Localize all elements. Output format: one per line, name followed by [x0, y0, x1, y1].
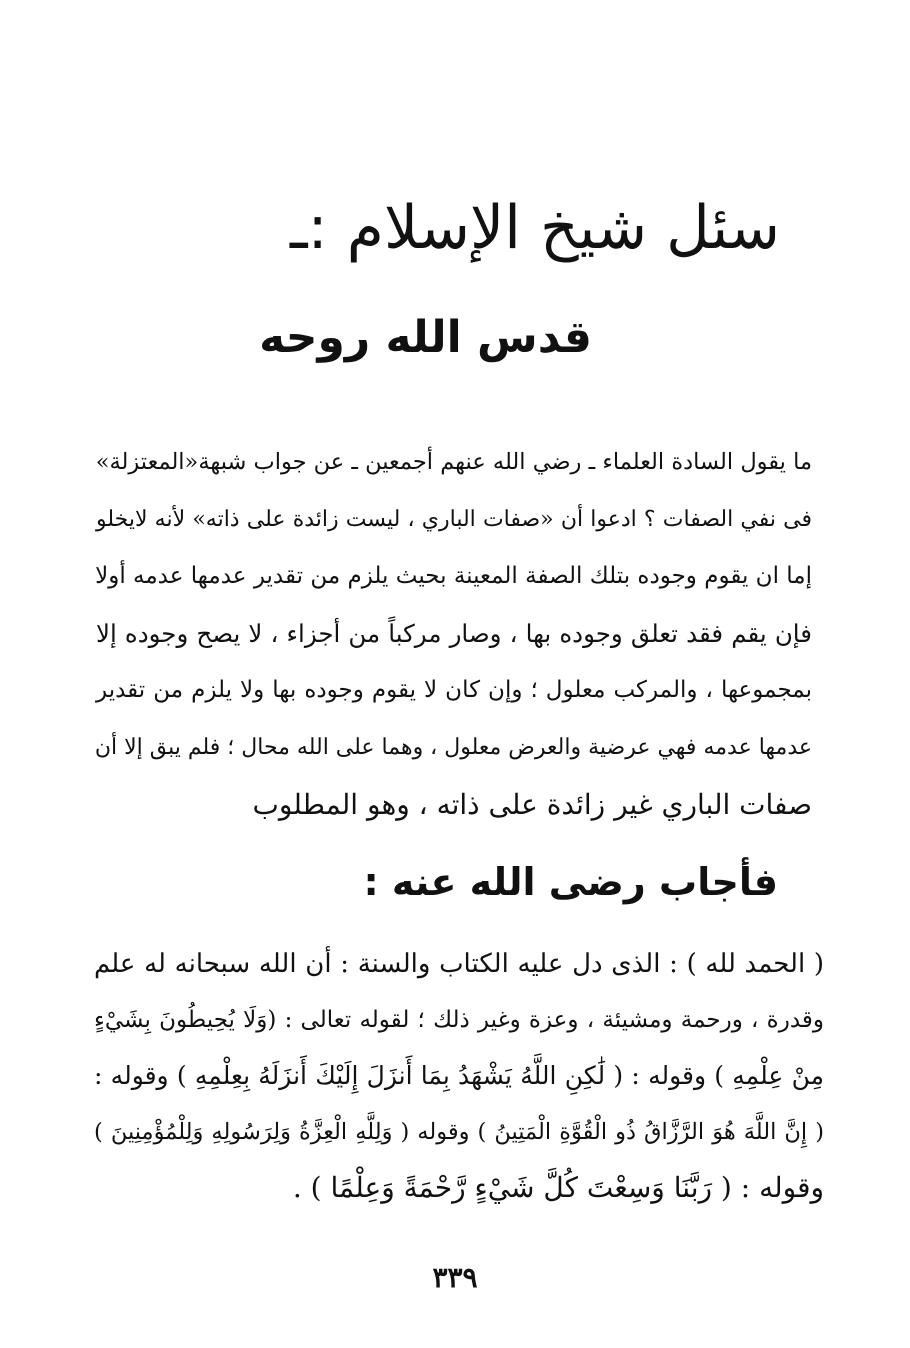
answer-heading: فأجاب رضى الله عنه :	[363, 860, 778, 904]
page-number: ٣٣٩	[432, 1261, 478, 1294]
answer-paragraph	[94, 936, 824, 1216]
page-title: سئل شيخ الإسلام :ـ	[289, 193, 780, 263]
question-line: إما ان يقوم وجوده بتلك الصفة المعينة بحيث يلزم من تقدير عدمها عدمه أولا	[95, 563, 812, 589]
question-line: صفات الباري غير زائدة على ذاته ، وهو المطلوب	[252, 788, 812, 821]
answer-line: ( الحمد لله ) : الذى دل عليه الكتاب والسنة : أن الله سبحانه له علم	[94, 949, 824, 979]
answer-line: ( إِنَّ اللَّهَ هُوَ الرَّزَّاقُ ذُو الْقُوَّةِ الْمَتِينُ ) وقوله ( وَلِلَّهِ الْعِزَّةُ وَلِرَسُولِهِ وَلِلْمُؤْمِنِينَ )	[94, 1119, 824, 1145]
page-subtitle: قدس الله روحه	[259, 312, 592, 363]
question-line: عدمها عدمه فهي عرضية والعرض معلول ، وهما على الله محال ؛ فلم يبق إلا أن	[94, 735, 812, 760]
answer-line: وقدرة ، ورحمة ومشيئة ، وعزة وغير ذلك ؛ لقوله تعالى : (وَلَا يُحِيطُونَ بِشَيْءٍ	[94, 1007, 824, 1033]
answer-line: مِنْ عِلْمِهِ ) وقوله : ( لَٰكِنِ اللَّهُ يَشْهَدُ بِمَا أَنزَلَ إِلَيْكَ أَنزَلَهُ بِعِلْمِهِ ) وقوله :	[94, 1061, 824, 1090]
question-line: ما يقول السادة العلماء ـ رضي الله عنهم أجمعين ـ عن جواب شبهة«المعتزلة»	[95, 449, 812, 475]
question-line: بمجموعها ، والمركب معلول ؛ وإن كان لا يقوم وجوده بها ولا يلزم من تقدير	[96, 677, 812, 703]
question-line: فى نفي الصفات ؟ ادعوا أن «صفات الباري ، ليست زائدة على ذاته» لأنه لايخلو	[96, 507, 812, 532]
question-line: فإن يقم فقد تعلق وجوده بها ، وصار مركباً من أجزاء ، لا يصح وجوده إلا	[96, 619, 812, 648]
question-paragraph	[96, 434, 812, 833]
answer-line: وقوله : ( رَبَّنَا وَسِعْتَ كُلَّ شَيْءٍ رَّحْمَةً وَعِلْمًا ) .	[292, 1171, 824, 1204]
